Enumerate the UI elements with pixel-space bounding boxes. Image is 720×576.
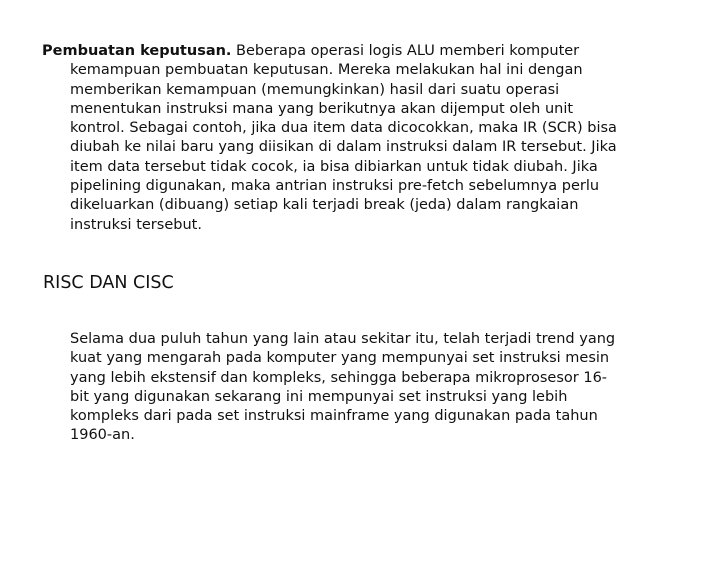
paragraph-line: bit yang digunakan sekarang ini mempunyai set instruksi yang lebih [70,388,568,405]
paragraph-line: kompleks dari pada set instruksi mainframe yang digunakan pada tahun [70,408,598,425]
paragraph-lead-term: Pembuatan keputusan. [42,43,232,59]
paragraph-line: Selama dua puluh tahun yang lain atau sekitar itu, telah terjadi trend yang [70,331,616,347]
paragraph-decision-making [42,42,682,235]
paragraph-line: dikeluarkan (dibuang) setiap kali terjadi break (jeda) dalam rangkaian [70,197,579,214]
paragraph-line: yang lebih ekstensif dan kompleks, sehingga beberapa mikroprosesor 16- [70,369,608,386]
paragraph-line: kontrol. Sebagai contoh, jika dua item data dicocokkan, maka IR (SCR) bisa [70,120,617,137]
paragraph-line-text: Beberapa operasi logis ALU memberi komputer [231,43,580,59]
paragraph-line: diubah ke nilai baru yang diisikan di dalam instruksi dalam IR tersebut. Jika [70,139,617,156]
paragraph-line: memberikan kemampuan (memungkinkan) hasil dari suatu operasi [70,81,560,98]
paragraph-line: menentukan instruksi mana yang berikutnya akan dijemput oleh unit [70,100,574,117]
paragraph-line [42,42,682,61]
paragraph-line: kemampuan pembuatan keputusan. Mereka melakukan hal ini dengan [70,62,583,79]
paragraph-line: 1960-an. [70,427,135,444]
paragraph-risc-cisc [70,330,690,446]
paragraph-line: pipelining digunakan, maka antrian instruksi pre-fetch sebelumnya perlu [70,178,600,195]
paragraph-line: instruksi tersebut. [70,216,202,233]
section-heading: RISC DAN CISC [43,273,174,293]
paragraph-line: item data tersebut tidak cocok, ia bisa dibiarkan untuk tidak diubah. Jika [70,158,598,175]
paragraph-line: kuat yang mengarah pada komputer yang mempunyai set instruksi mesin [70,350,610,367]
